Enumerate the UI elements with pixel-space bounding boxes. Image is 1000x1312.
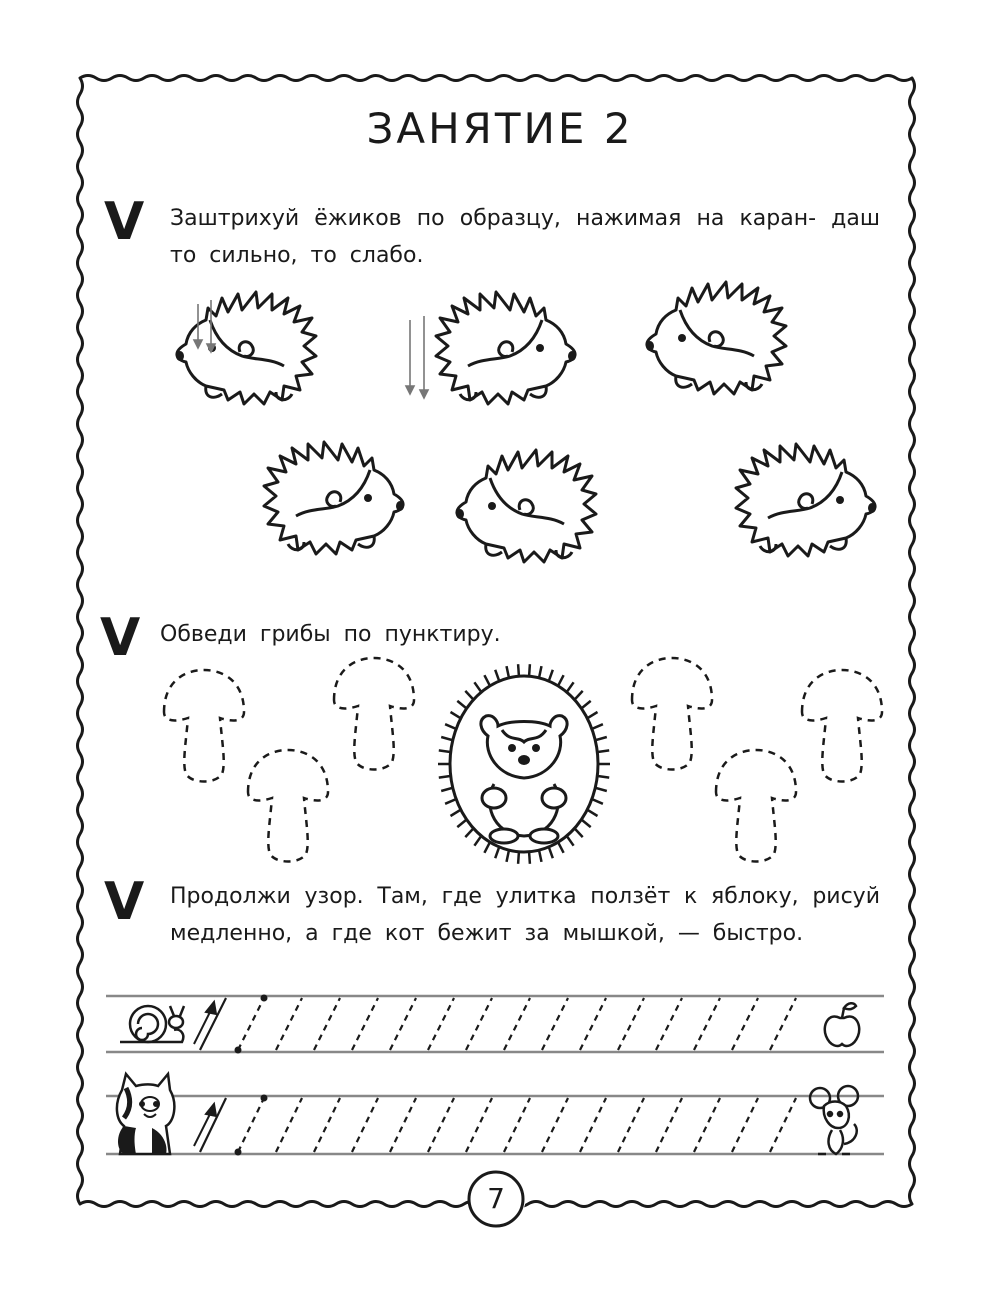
start-dot <box>261 1095 268 1102</box>
page-number: 7 <box>487 1182 505 1215</box>
slant-dash-line <box>276 1098 302 1152</box>
task-3-instruction: Продолжи узор. Там, где улитка ползёт к яблоку, рисуй медленно, а где кот бежит за мышкой, — быстро. <box>170 884 880 946</box>
slant-dash-line <box>466 1098 492 1152</box>
cat-icon <box>117 1074 174 1154</box>
start-dot <box>261 995 268 1002</box>
slant-dash-line <box>428 1098 454 1152</box>
slant-dash-line <box>542 1098 568 1152</box>
slant-dash-line <box>732 998 758 1050</box>
slant-dash-line <box>428 998 454 1050</box>
apple-icon <box>825 1003 859 1046</box>
lesson-title: ЗАНЯТИЕ 2 <box>366 104 634 153</box>
slant-dash-line <box>542 998 568 1050</box>
task-2-instruction: Обведи грибы по пунктиру. <box>160 622 501 647</box>
slant-dash-line <box>238 1098 264 1152</box>
slant-dash-line <box>580 998 606 1050</box>
slant-dash-line <box>618 1098 644 1152</box>
start-dot <box>235 1047 242 1054</box>
slant-dash-line <box>694 998 720 1050</box>
slant-dash-line <box>390 998 416 1050</box>
slant-dash-line <box>238 998 264 1050</box>
slant-dash-line <box>504 1098 530 1152</box>
slant-dash-line <box>770 998 796 1050</box>
slant-dash-line <box>694 1098 720 1152</box>
slant-dash-line <box>466 998 492 1050</box>
task-check-mark: V <box>104 192 145 252</box>
task-check-mark: V <box>104 872 145 932</box>
slant-dash-line <box>276 998 302 1050</box>
task-1-instruction: Заштрихуй ёжиков по образцу, нажимая на каран- даш то сильно, то слабо. <box>170 206 880 268</box>
task-check-mark: V <box>100 608 141 668</box>
slant-dash-line <box>656 998 682 1050</box>
slant-dash-line <box>618 998 644 1050</box>
dashed-slant-pattern <box>200 1095 796 1156</box>
slant-dash-line <box>770 1098 796 1152</box>
slant-dash-line <box>390 1098 416 1152</box>
slant-dash-line <box>314 1098 340 1152</box>
slant-dash-line <box>352 1098 378 1152</box>
slant-dash-line <box>504 998 530 1050</box>
slant-dash-line <box>352 998 378 1050</box>
snail-icon <box>120 1006 184 1042</box>
slant-dash-line <box>314 998 340 1050</box>
dashed-slant-pattern <box>200 995 796 1054</box>
slant-dash-line <box>732 1098 758 1152</box>
slant-dash-line <box>656 1098 682 1152</box>
start-dot <box>235 1149 242 1156</box>
slant-dash-line <box>580 1098 606 1152</box>
